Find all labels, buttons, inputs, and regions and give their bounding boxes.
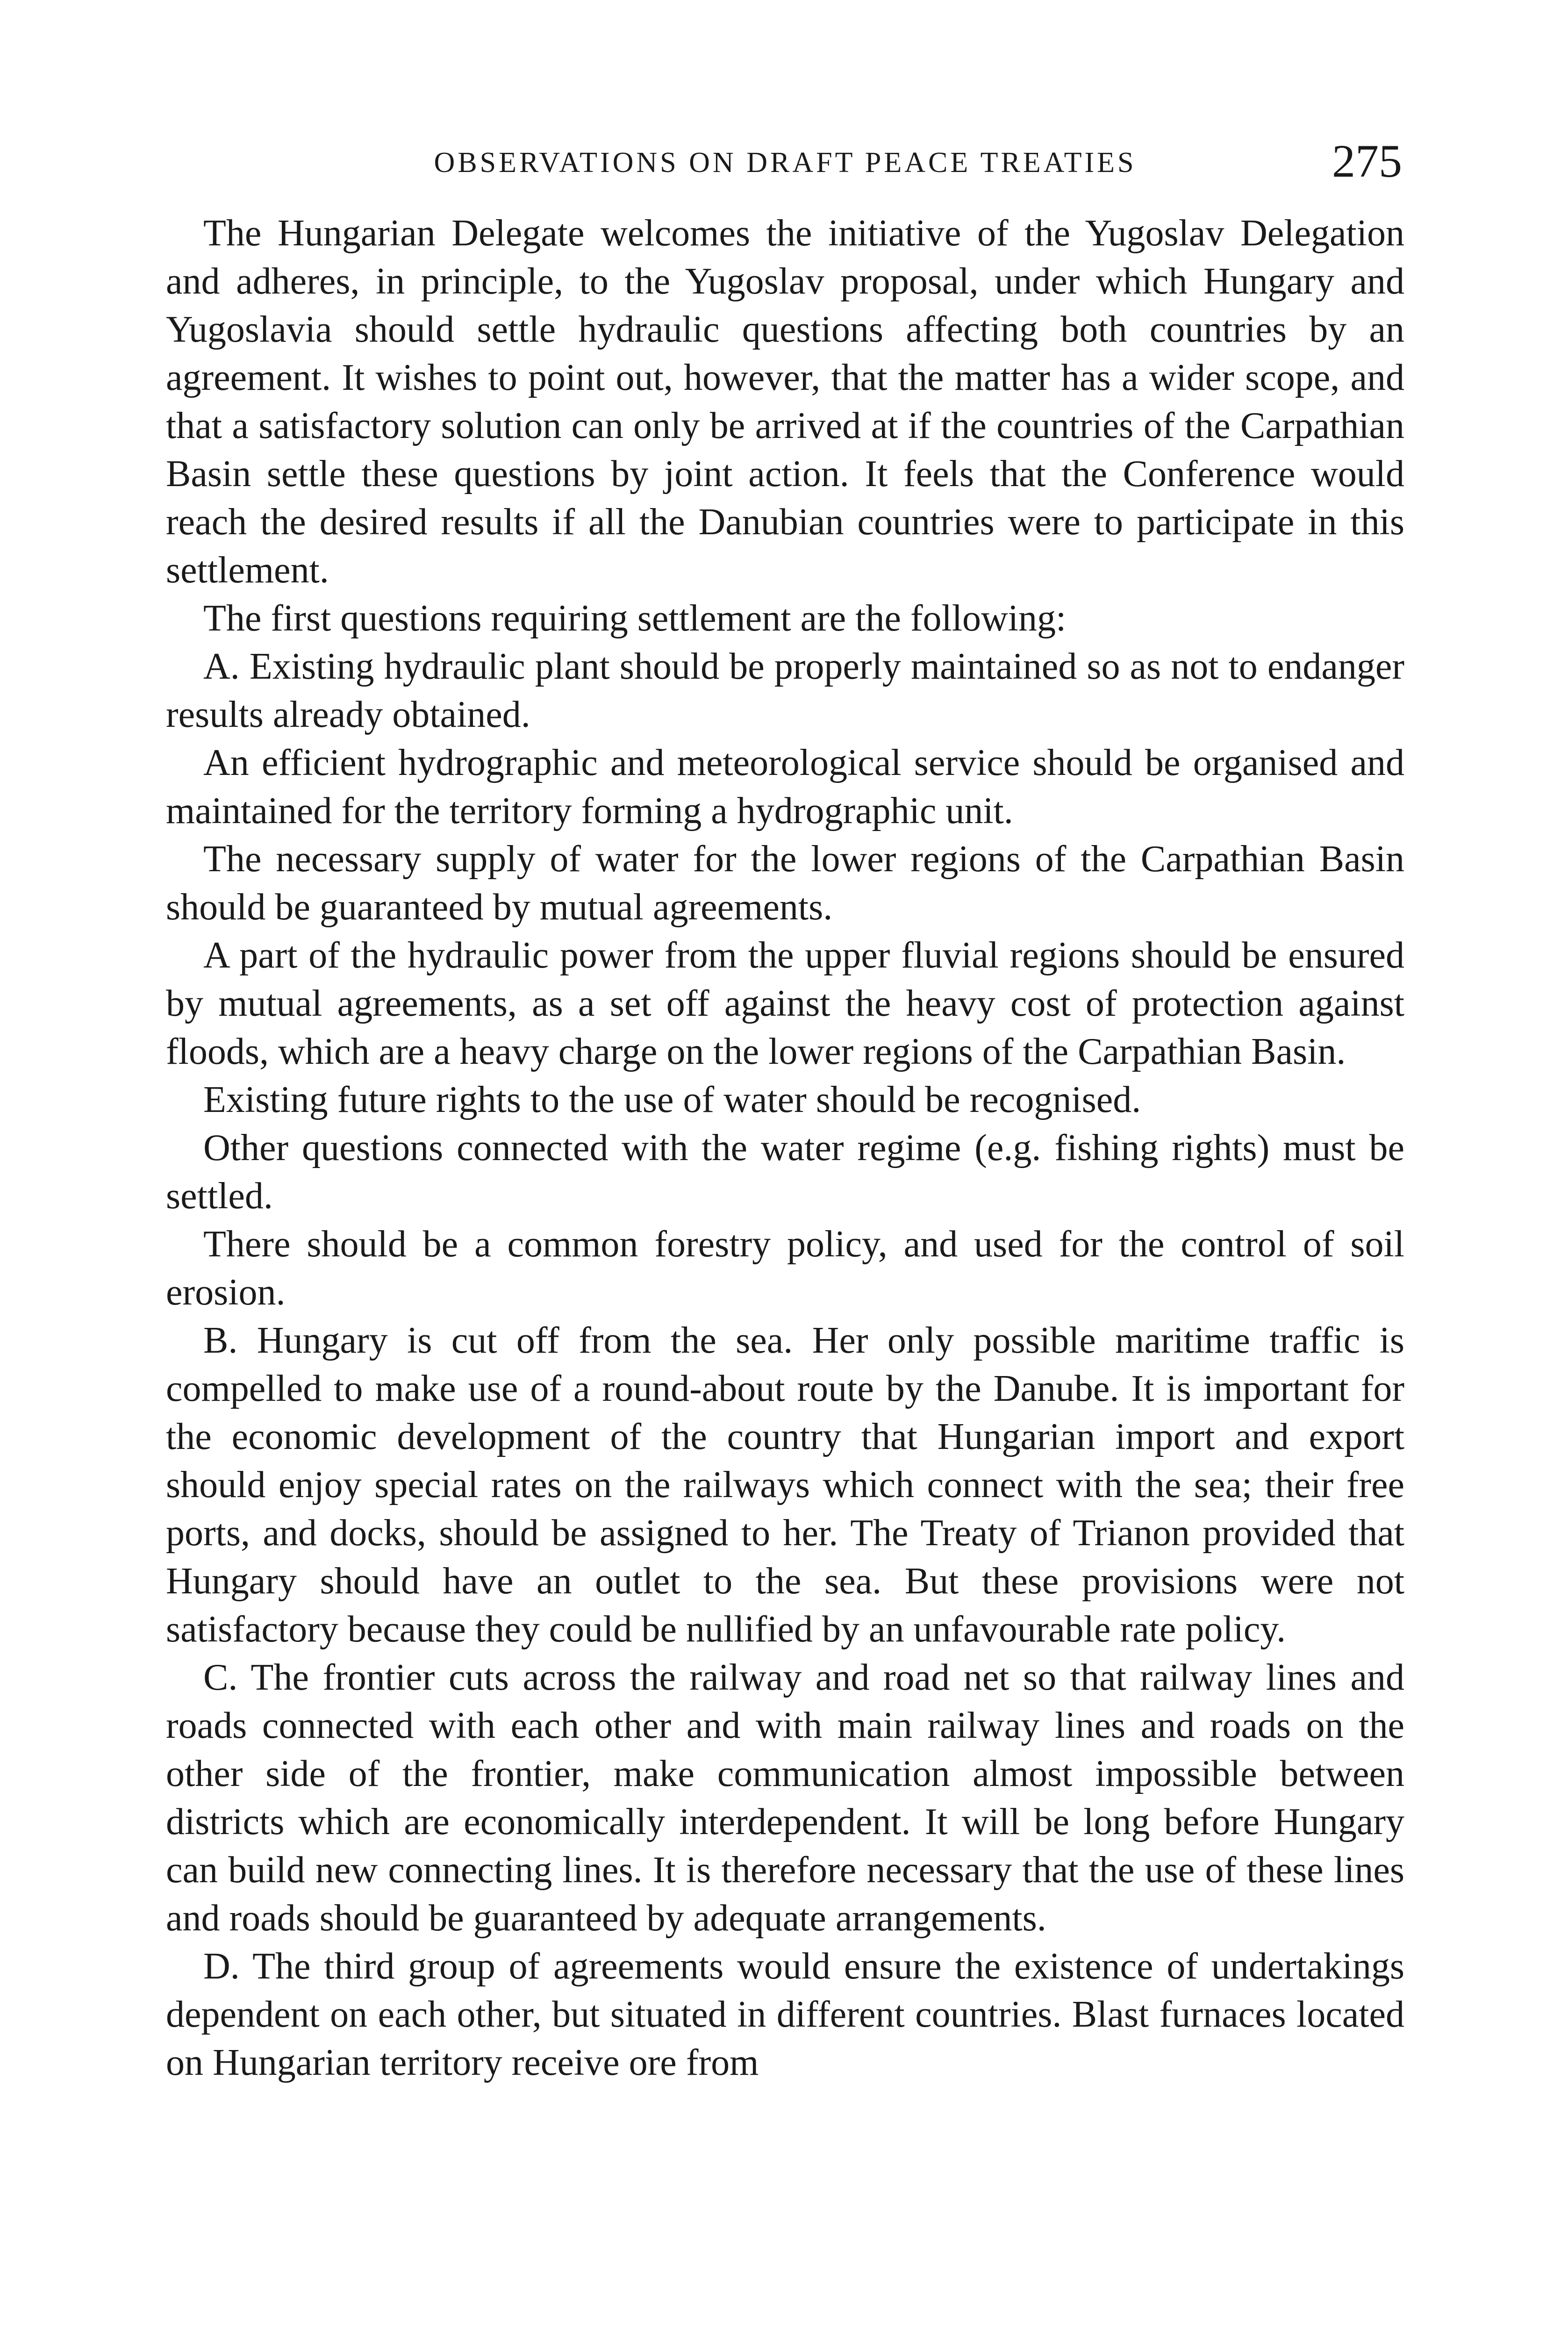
paragraph-d-undertakings: D. The third group of agreements would ensure the existence of undertakings dependent on each other, but situated in different countries. Blast furnaces located on Hungarian territory receive ore from xyxy=(166,1946,1404,2083)
paragraph-water-regime: Other questions connected with the water regime (e.g. fishing rights) must be settled. xyxy=(166,1127,1404,1217)
paragraph-hydrographic-service: An efficient hydrographic and meteorological service should be organised and maintained for the territory forming a hydrographic unit. xyxy=(166,742,1404,832)
paragraph-forestry: There should be a common forestry policy, and used for the control of soil erosion. xyxy=(166,1224,1404,1313)
page-number: 275 xyxy=(1332,135,1402,187)
paragraph-a-hydraulic-plant: A. Existing hydraulic plant should be properly maintained so as not to endanger results already obtained. xyxy=(166,646,1404,735)
paragraph-c-railways: C. The frontier cuts across the railway and road net so that railway lines and roads connected with each other and with main railway lines and roads on the other side of the frontier, make communication almost impossible between districts which are economically interdependent. It will be long before Hungary can build new connecting lines. It is therefore necessary that the use of these lines and roads should be guaranteed by adequate arrangements. xyxy=(166,1657,1404,1939)
paragraph-water-rights: Existing future rights to the use of water should be recognised. xyxy=(203,1079,1141,1120)
paragraph-water-supply: The necessary supply of water for the lower regions of the Carpathian Basin should be guaranteed by mutual agreements. xyxy=(166,839,1404,928)
paragraph-first-questions: The first questions requiring settlement are the following: xyxy=(203,598,1067,639)
running-title: OBSERVATIONS ON DRAFT PEACE TREATIES xyxy=(434,147,1137,179)
paragraph-intro: The Hungarian Delegate welcomes the initiative of the Yugoslav Delegation and adheres, in principle, to the Yugoslav proposal, under which Hungary and Yugoslavia should settle hydraulic questions affecting both countries by an agreement. It wishes to point out, however, that the matter has a wider scope, and that a satisfactory solution can only be arrived at if the countries of the Carpathian Basin settle these questions by joint action. It feels that the Conference would reach the desired results if all the Danubian countries were to participate in this settlement. xyxy=(166,213,1404,591)
running-header xyxy=(168,136,1402,187)
paragraph-b-sea-access: B. Hungary is cut off from the sea. Her only possible maritime traffic is compelled to make use of a round-about route by the Danube. It is important for the economic development of the country that Hungarian import and export should enjoy special rates on the railways which connect with the sea; their free ports, and docks, should be assigned to her. The Treaty of Trianon provided that Hungary should have an outlet to the sea. But these provisions were not satisfactory because they could be nullified by an unfavourable rate policy. xyxy=(166,1320,1404,1650)
body-text xyxy=(166,209,1404,2087)
paragraph-hydraulic-power: A part of the hydraulic power from the upper fluvial regions should be ensured by mutual agreements, as a set off against the heavy cost of protection against floods, which are a heavy charge on the lower regions of the Carpathian Basin. xyxy=(166,935,1404,1072)
